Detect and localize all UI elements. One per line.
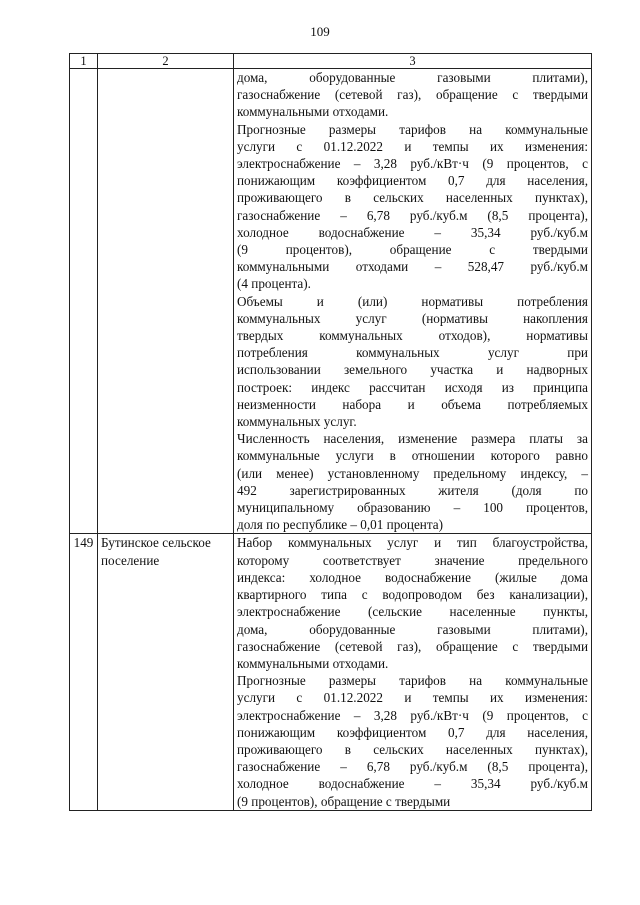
text-line: твердых коммунальных отходов), нормативы xyxy=(237,328,588,344)
text-line: услуги с 01.12.2022 и темпы их изменения: xyxy=(237,138,588,154)
text-line: понижающим коэффициентом 0,7 для населения, xyxy=(237,724,588,740)
text-line: коммунальных услуг. xyxy=(237,414,357,430)
text-line: холодное водоснабжение – 35,34 руб./куб.м xyxy=(237,776,588,792)
text-line: электроснабжение – 3,28 руб./кВт·ч (9 процентов, с xyxy=(237,156,588,172)
paragraph xyxy=(237,293,588,431)
text-line: индекса: холодное водоснабжение (жилые дома xyxy=(237,569,588,585)
text-line: проживающего в сельских населенных пунктах), xyxy=(237,741,588,757)
text-line: (9 процентов), обращение с твердыми xyxy=(237,793,451,809)
text-line: которому соответствует значение предельного xyxy=(237,552,588,568)
text-line: коммунальными отходами – 528,47 руб./куб.м xyxy=(237,259,588,275)
text-line: Набор коммунальных услуг и тип благоустройства, xyxy=(237,535,588,551)
page-number: 109 xyxy=(310,24,330,39)
text-line: электроснабжение – 3,28 руб./кВт·ч (9 процентов, с xyxy=(237,707,588,723)
row-number xyxy=(70,69,98,534)
text-line: электроснабжение (сельские населенные пункты, xyxy=(237,604,588,620)
text-line: потребления коммунальных услуг при xyxy=(237,345,588,361)
text-line: (или менее) установленному предельному индексу, – xyxy=(237,465,588,481)
text-line: использовании земельного участка и надворных xyxy=(237,362,588,378)
paragraph xyxy=(237,430,588,533)
municipality-name xyxy=(98,69,234,534)
tariff-table xyxy=(69,53,592,811)
municipality-name: Бутинское сельское поселение xyxy=(98,534,234,810)
header-col-2: 2 xyxy=(98,54,234,69)
paragraph xyxy=(237,121,588,293)
text-line: коммунальными отходами. xyxy=(237,655,389,671)
text-line: Объемы и (или) нормативы потребления xyxy=(237,293,588,309)
header-col-3: 3 xyxy=(234,54,592,69)
text-line: услуги с 01.12.2022 и темпы их изменения: xyxy=(237,690,588,706)
text-line: газоснабжение – 6,78 руб./куб.м (8,5 процента), xyxy=(237,207,588,223)
text-line: дома, оборудованные газовыми плитами), xyxy=(237,70,588,85)
text-line: коммунальными отходами. xyxy=(237,104,389,120)
paragraph xyxy=(237,69,588,121)
text-line: Прогнозные размеры тарифов на коммунальные xyxy=(237,673,588,689)
paragraph xyxy=(237,672,588,810)
text-line: муниципальному образованию – 100 процентов, xyxy=(237,500,588,516)
text-line: газоснабжение (сетевой газ), обращение с твердыми xyxy=(237,638,588,654)
table-row xyxy=(70,534,592,810)
header-col-1: 1 xyxy=(70,54,98,69)
text-line: проживающего в сельских населенных пунктах), xyxy=(237,190,588,206)
text-line: (9 процентов), обращение с твердыми xyxy=(237,242,588,258)
text-line: коммунальных услуг (нормативы накопления xyxy=(237,310,588,326)
text-line: неизменности набора и объема потребляемых xyxy=(237,396,588,412)
table-header-row xyxy=(70,54,592,69)
row-description xyxy=(234,534,592,810)
text-line: понижающим коэффициентом 0,7 для населения, xyxy=(237,173,588,189)
text-line: Прогнозные размеры тарифов на коммунальные xyxy=(237,121,588,137)
text-line: коммунальные услуги в отношении которого равно xyxy=(237,448,588,464)
text-line: доля по республике – 0,01 процента) xyxy=(237,517,444,533)
text-line: построек: индекс рассчитан исходя из принципа xyxy=(237,379,588,395)
paragraph xyxy=(237,534,588,672)
text-line: дома, оборудованные газовыми плитами), xyxy=(237,621,588,637)
table-row xyxy=(70,69,592,534)
row-description xyxy=(234,69,592,534)
row-number: 149 xyxy=(70,534,98,810)
text-line: газоснабжение (сетевой газ), обращение с твердыми xyxy=(237,87,588,103)
text-line: газоснабжение – 6,78 руб./куб.м (8,5 процента), xyxy=(237,759,588,775)
text-line: (4 процента). xyxy=(237,276,311,292)
text-line: Численность населения, изменение размера платы за xyxy=(237,431,588,447)
text-line: 492 зарегистрированных жителя (доля по xyxy=(237,482,588,498)
text-line: квартирного типа с водопроводом без канализации), xyxy=(237,587,588,603)
text-line: холодное водоснабжение – 35,34 руб./куб.м xyxy=(237,224,588,240)
